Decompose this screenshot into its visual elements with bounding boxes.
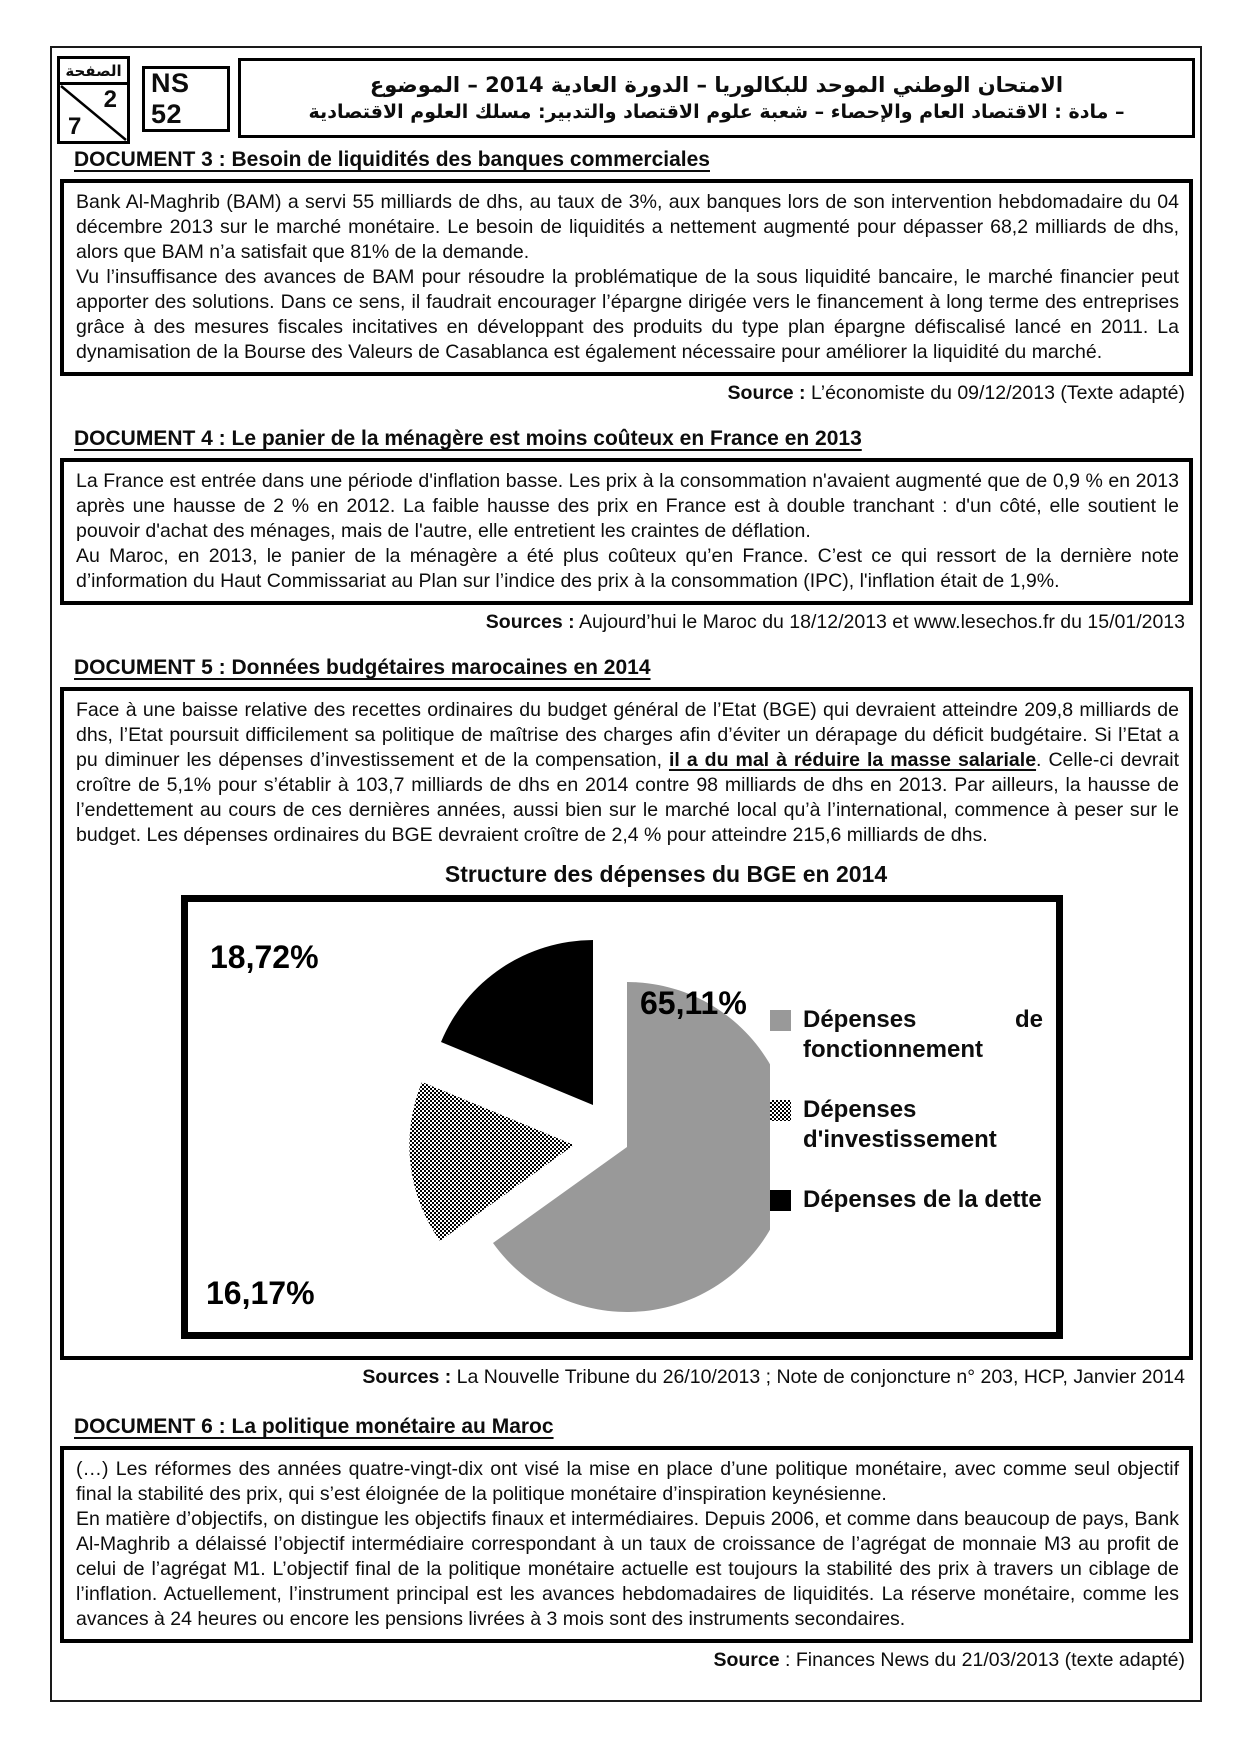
doc4-text-box [60, 458, 1193, 605]
doc6-text-box [60, 1446, 1193, 1643]
doc6-source-line [60, 1649, 1193, 1672]
doc5-heading: DOCUMENT 5 : Données budgétaires marocaines en 2014 [74, 656, 651, 679]
doc5-source-text: La Nouvelle Tribune du 26/10/2013 ; Note de conjoncture n° 203, HCP, Janvier 2014 [451, 1366, 1185, 1388]
pie-label-fonctionnement: 65,11% [640, 985, 747, 1021]
doc6-paragraph-2: En matière d’objectifs, on distingue les objectifs finaux et intermédiaires. Depuis 2006, et comme dans beaucoup de pays, Bank Al-Maghrib a délaissé l’objectif intermédiaire correspondant à un taux de croissance de l’agrégat de monnaie M3 au profit de celui de l’agrégat M1. L’objectif final de la politique monétaire actuelle est toujours la stabilité des prix à travers un ciblage de l’inflation. Actuellement, l’instrument principal est les avances hebdomadaires de liquidités. La réserve monétaire, comme les avances à 24 heures ou encore les pensions livrées à 3 mois sont des instruments secondaires. [76, 1508, 1179, 1630]
exam-title-line2: – مادة : الاقتصاد العام والإحصاء – شعبة علوم الاقتصاد والتدبير: مسلك العلوم الاقتصادية [308, 101, 1125, 123]
pie-label-investissement: 16,17% [206, 1275, 315, 1311]
black-square-icon [770, 1190, 791, 1211]
doc4-source-label: Sources : [485, 611, 575, 633]
doc5-source-label: Sources : [362, 1366, 452, 1388]
doc3-heading: DOCUMENT 3 : Besoin de liquidités des banques commerciales [74, 148, 710, 171]
checker-square-icon [770, 1100, 791, 1121]
doc5-paragraph-start: Face à une baisse relative des recettes ordinaires du budget général de l’Etat (BGE) qui devraient atteindre 209,8 milliards de dhs, l’Etat poursuit difficilement sa politique de maîtrise des charges afin d’éviter un dérapage du déficit budgétaire. Si l’Etat a pu diminuer les dépenses d’investissement et de la compensation, [76, 699, 1179, 771]
doc5-text-box [60, 687, 1193, 1360]
pie-slice-dette [441, 940, 593, 1105]
doc4-heading: DOCUMENT 4 : Le panier de la ménagère est moins coûteux en France en 2013 [74, 427, 862, 450]
doc5-paragraph-highlight: il a du mal à réduire la masse salariale [669, 749, 1037, 771]
pie-label-dette: 18,72% [210, 939, 319, 975]
content-column [60, 0, 1193, 1672]
doc5-paragraph-end: . Celle-ci devrait croître de 5,1% pour s’établir à 103,7 milliards de dhs en 2014 contre 98 milliards de dhs en 2013. Par ailleurs, la hausse de l’endettement au cours de ces dernières années, aussi bien sur le marché local qu’à l’international, commence à peser sur le budget. Les dépenses ordinaires du BGE devraient croître de 2,4 % pour atteindre 215,6 milliards de dhs. [76, 749, 1179, 846]
exam-title-line1: الامتحان الوطني الموحد للبكالوريا – الدورة العادية 2014 – الموضوع [369, 73, 1064, 97]
doc6-source-text: : Finances News du 21/03/2013 (texte adapté) [779, 1649, 1185, 1671]
doc3-paragraph-2: Vu l’insuffisance des avances de BAM pour résoudre la problématique de la sous liquidité bancaire, le marché financier peut apporter des solutions. Dans ce sens, il faudrait encourager l’épargne dirigée vers le financement à long terme des entreprises grâce à des mesures fiscales incitatives en développant des produits du type plan épargne défiscalisé lancé en 2011. La dynamisation de la Bourse des Valeurs de Casablanca est également nécessaire pour améliorer la liquidité du marché. [76, 266, 1179, 363]
doc4-paragraph-1: La France est entrée dans une période d'inflation basse. Les prix à la consommation n'avaient augmenté que de 0,9 % en 2013 après une hausse de 2 % en 2012. La faible hausse des prix en France est à double tranchant : d'un côté, elle soutient le pouvoir d'achat des ménages, mais de l'autre, elle entretient les craintes de déflation. [76, 470, 1179, 542]
legend-entry-fonctionnement [770, 1005, 1060, 1065]
doc6-source-label: Source [713, 1649, 780, 1671]
doc4-paragraph-2: Au Maroc, en 2013, le panier de la ménagère a été plus coûteux qu’en France. C’est ce qui ressort de la dernière note d’information du Haut Commissariat au Plan sur l’indice des prix à la consommation (IPC), l'inflation était de 1,9%. [76, 545, 1179, 592]
doc6-paragraph-1: (…) Les réformes des années quatre-vingt-dix ont visé la mise en place d’une politique monétaire, avec comme seul objectif final la stabilité des prix, qui s’est éloignée de la politique monétaire d’inspiration keynésienne. [76, 1458, 1179, 1505]
pie-chart [188, 902, 770, 1332]
page-label-arabic: الصفحة [60, 59, 127, 85]
doc4-source-text: Aujourd’hui le Maroc du 18/12/2013 et www.lesechos.fr du 15/01/2013 [574, 611, 1185, 633]
doc3-source-text: L’économiste du 09/12/2013 (Texte adapté) [805, 382, 1185, 404]
legend-entry-investissement [770, 1095, 1060, 1155]
page-total-number: 7 [68, 113, 82, 140]
doc4-source-line [60, 611, 1193, 634]
doc5-source-line [60, 1366, 1193, 1389]
doc3-paragraph-1: Bank Al-Maghrib (BAM) a servi 55 milliards de dhs, au taux de 3%, aux banques lors de son intervention hebdomadaire du 04 décembre 2013 sur le marché monétaire. Le besoin de liquidités a nettement augmenté pour dépasser 68,2 milliards de dhs, alors que BAM n’a satisfait que 81% de la demande. [76, 191, 1179, 263]
pie-chart-frame [181, 895, 1063, 1339]
doc3-source-label: Source : [727, 382, 806, 404]
gray-square-icon [770, 1010, 791, 1031]
legend-label-dette: Dépenses de la dette [803, 1186, 1042, 1213]
legend-label-fonctionnement: Dépenses de fonctionnement [803, 1006, 1043, 1063]
exam-code: NS 52 [151, 68, 190, 129]
legend-label-investissement: Dépenses d'investissement [803, 1096, 997, 1153]
legend-entry-dette [770, 1185, 1060, 1215]
chart-title: Structure des dépenses du BGE en 2014 [444, 861, 888, 887]
pie-legend [770, 888, 1060, 1332]
doc5-paragraph [76, 698, 1179, 848]
doc6-heading: DOCUMENT 6 : La politique monétaire au Maroc [74, 1415, 554, 1438]
doc3-text-box [60, 179, 1193, 376]
doc3-source-line [60, 382, 1193, 405]
page-current-number: 2 [103, 86, 117, 113]
